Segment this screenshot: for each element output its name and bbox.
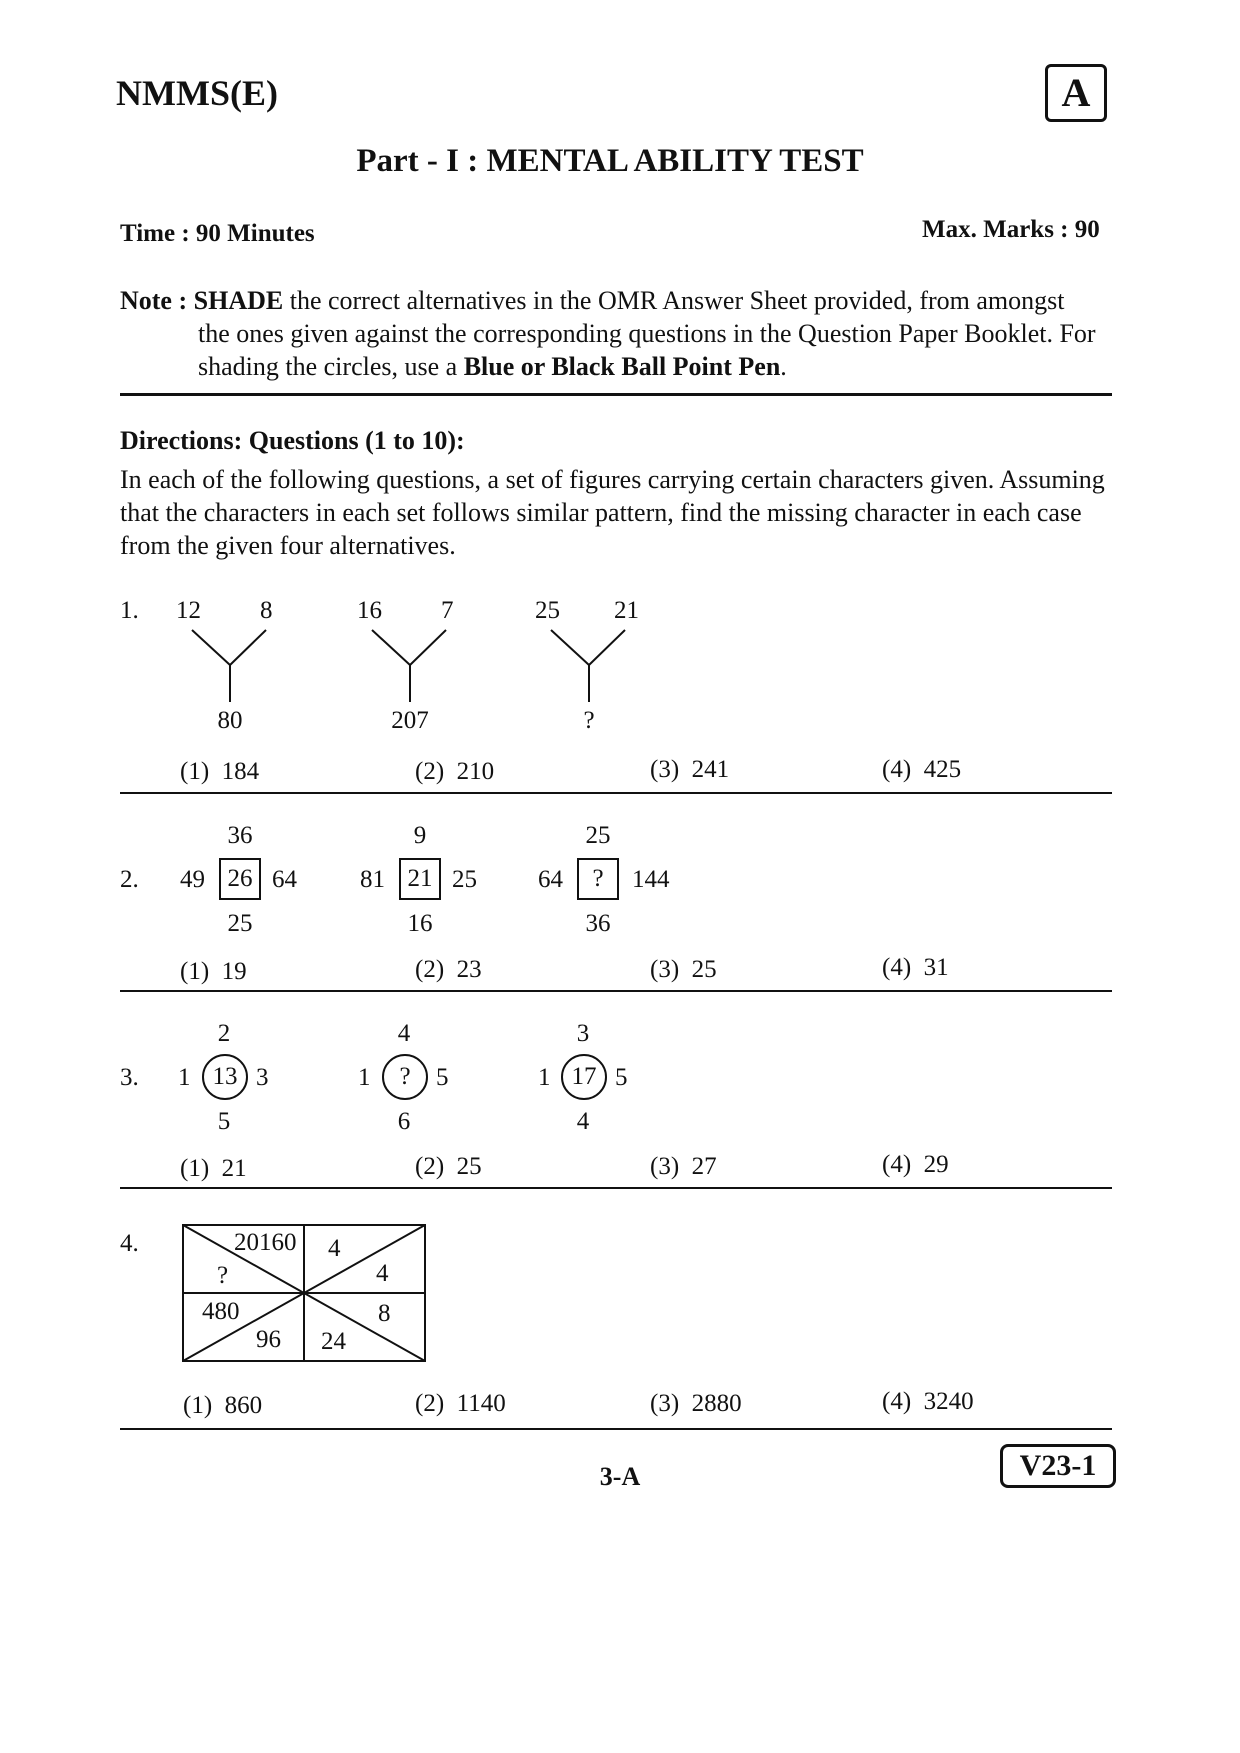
fig2-right: 5	[436, 1064, 449, 1091]
question-number: 4.	[120, 1230, 139, 1257]
fig3-center-circle: 17	[561, 1054, 607, 1100]
option-4: (4) 31	[882, 954, 949, 981]
fig3-bottom: 4	[576, 1108, 590, 1135]
note-shade: SHADE	[193, 286, 284, 315]
page-title: Part - I : MENTAL ABILITY TEST	[356, 143, 864, 179]
note-pen: Blue or Black Ball Point Pen	[463, 352, 781, 381]
grid-top-right-upper: 4	[328, 1235, 341, 1262]
directions-heading: Directions: Questions (1 to 10):	[120, 426, 465, 455]
version-badge: V23-1	[1000, 1444, 1116, 1488]
note-text-1: the correct alternatives in the OMR Answer Sheet provided, from amongst	[283, 286, 1065, 315]
fig3-right: 5	[615, 1064, 628, 1091]
directions-line-2: that the characters in each set follows similar pattern, find the missing character in each case	[120, 498, 1082, 527]
fig3-right: 21	[614, 597, 639, 624]
note-end: .	[780, 352, 787, 381]
set-letter-badge: A	[1045, 64, 1107, 122]
option-2: (2) 23	[415, 956, 482, 983]
option-4: (4) 3240	[882, 1388, 974, 1415]
fig3-bottom: ?	[583, 707, 595, 734]
fig3-center-box: ?	[577, 858, 619, 900]
divider	[120, 1428, 1112, 1430]
grid-bottom-right-lower: 24	[321, 1328, 346, 1355]
fig1-left: 12	[176, 597, 201, 624]
fig3-bottom: 36	[585, 910, 611, 937]
grid-bottom-left-upper: 480	[202, 1298, 240, 1325]
grid-top-left-lower: ?	[217, 1262, 229, 1289]
directions-line-1: In each of the following questions, a set of figures carrying certain characters given. Assuming	[120, 465, 1105, 494]
fig1-right: 64	[272, 866, 297, 893]
fig1-right: 8	[260, 597, 273, 624]
fig1-top: 2	[217, 1020, 231, 1047]
grid-bottom-right-upper: 8	[378, 1300, 391, 1327]
fig2-top: 9	[413, 822, 427, 849]
option-1: (1) 860	[183, 1392, 263, 1419]
fig2-left: 16	[357, 597, 382, 624]
fig2-left: 81	[360, 866, 385, 893]
page-number: 3-A	[599, 1462, 641, 1491]
fig1-top: 36	[227, 822, 253, 849]
fig3-top: 3	[576, 1020, 590, 1047]
fig1-bottom: 25	[227, 910, 253, 937]
fig1-center-box: 26	[219, 858, 261, 900]
directions-line-3: from the given four alternatives.	[120, 531, 456, 560]
question-number: 3.	[120, 1064, 139, 1091]
grid-bottom-left-lower: 96	[256, 1326, 281, 1353]
grid-top-left-upper: 20160	[234, 1229, 297, 1256]
note-label: Note :	[120, 286, 188, 315]
question-number: 1.	[120, 597, 139, 624]
fig2-center-box: 21	[399, 858, 441, 900]
fig2-bottom: 16	[407, 910, 433, 937]
fig1-bottom: 80	[217, 707, 243, 734]
fig2-right: 7	[441, 597, 454, 624]
fig2-left: 1	[358, 1064, 371, 1091]
option-3: (3) 27	[650, 1153, 717, 1180]
fig2-top: 4	[397, 1020, 411, 1047]
fig2-right: 25	[452, 866, 477, 893]
option-4: (4) 29	[882, 1151, 949, 1178]
fig3-top: 25	[585, 822, 611, 849]
max-marks-label: Max. Marks : 90	[922, 216, 1100, 243]
fig3-left: 25	[535, 597, 560, 624]
note-text-3: shading the circles, use a	[198, 352, 464, 381]
option-2: (2) 1140	[415, 1390, 506, 1417]
fig3-left: 64	[538, 866, 563, 893]
option-3: (3) 241	[650, 756, 730, 783]
question-number: 2.	[120, 866, 139, 893]
option-4: (4) 425	[882, 756, 962, 783]
option-2: (2) 25	[415, 1153, 482, 1180]
fig1-left: 1	[178, 1064, 191, 1091]
fig3-right: 144	[632, 866, 670, 893]
fig1-center-circle: 13	[202, 1054, 248, 1100]
fig1-right: 3	[256, 1064, 269, 1091]
fig2-bottom: 207	[391, 707, 429, 734]
option-1: (1) 21	[180, 1155, 247, 1182]
fig2-bottom: 6	[397, 1108, 411, 1135]
option-3: (3) 2880	[650, 1390, 742, 1417]
option-2: (2) 210	[415, 758, 495, 785]
grid-top-right-lower: 4	[376, 1260, 389, 1287]
fig1-left: 49	[180, 866, 205, 893]
option-3: (3) 25	[650, 956, 717, 983]
fig1-bottom: 5	[217, 1108, 231, 1135]
option-1: (1) 184	[180, 758, 260, 785]
fig3-left: 1	[538, 1064, 551, 1091]
time-label: Time : 90 Minutes	[120, 220, 315, 247]
paper-code: NMMS(E)	[116, 73, 278, 113]
note-text-2: the ones given against the corresponding questions in the Question Paper Booklet. For	[198, 319, 1096, 348]
fig2-center-circle: ?	[382, 1054, 428, 1100]
option-1: (1) 19	[180, 958, 247, 985]
